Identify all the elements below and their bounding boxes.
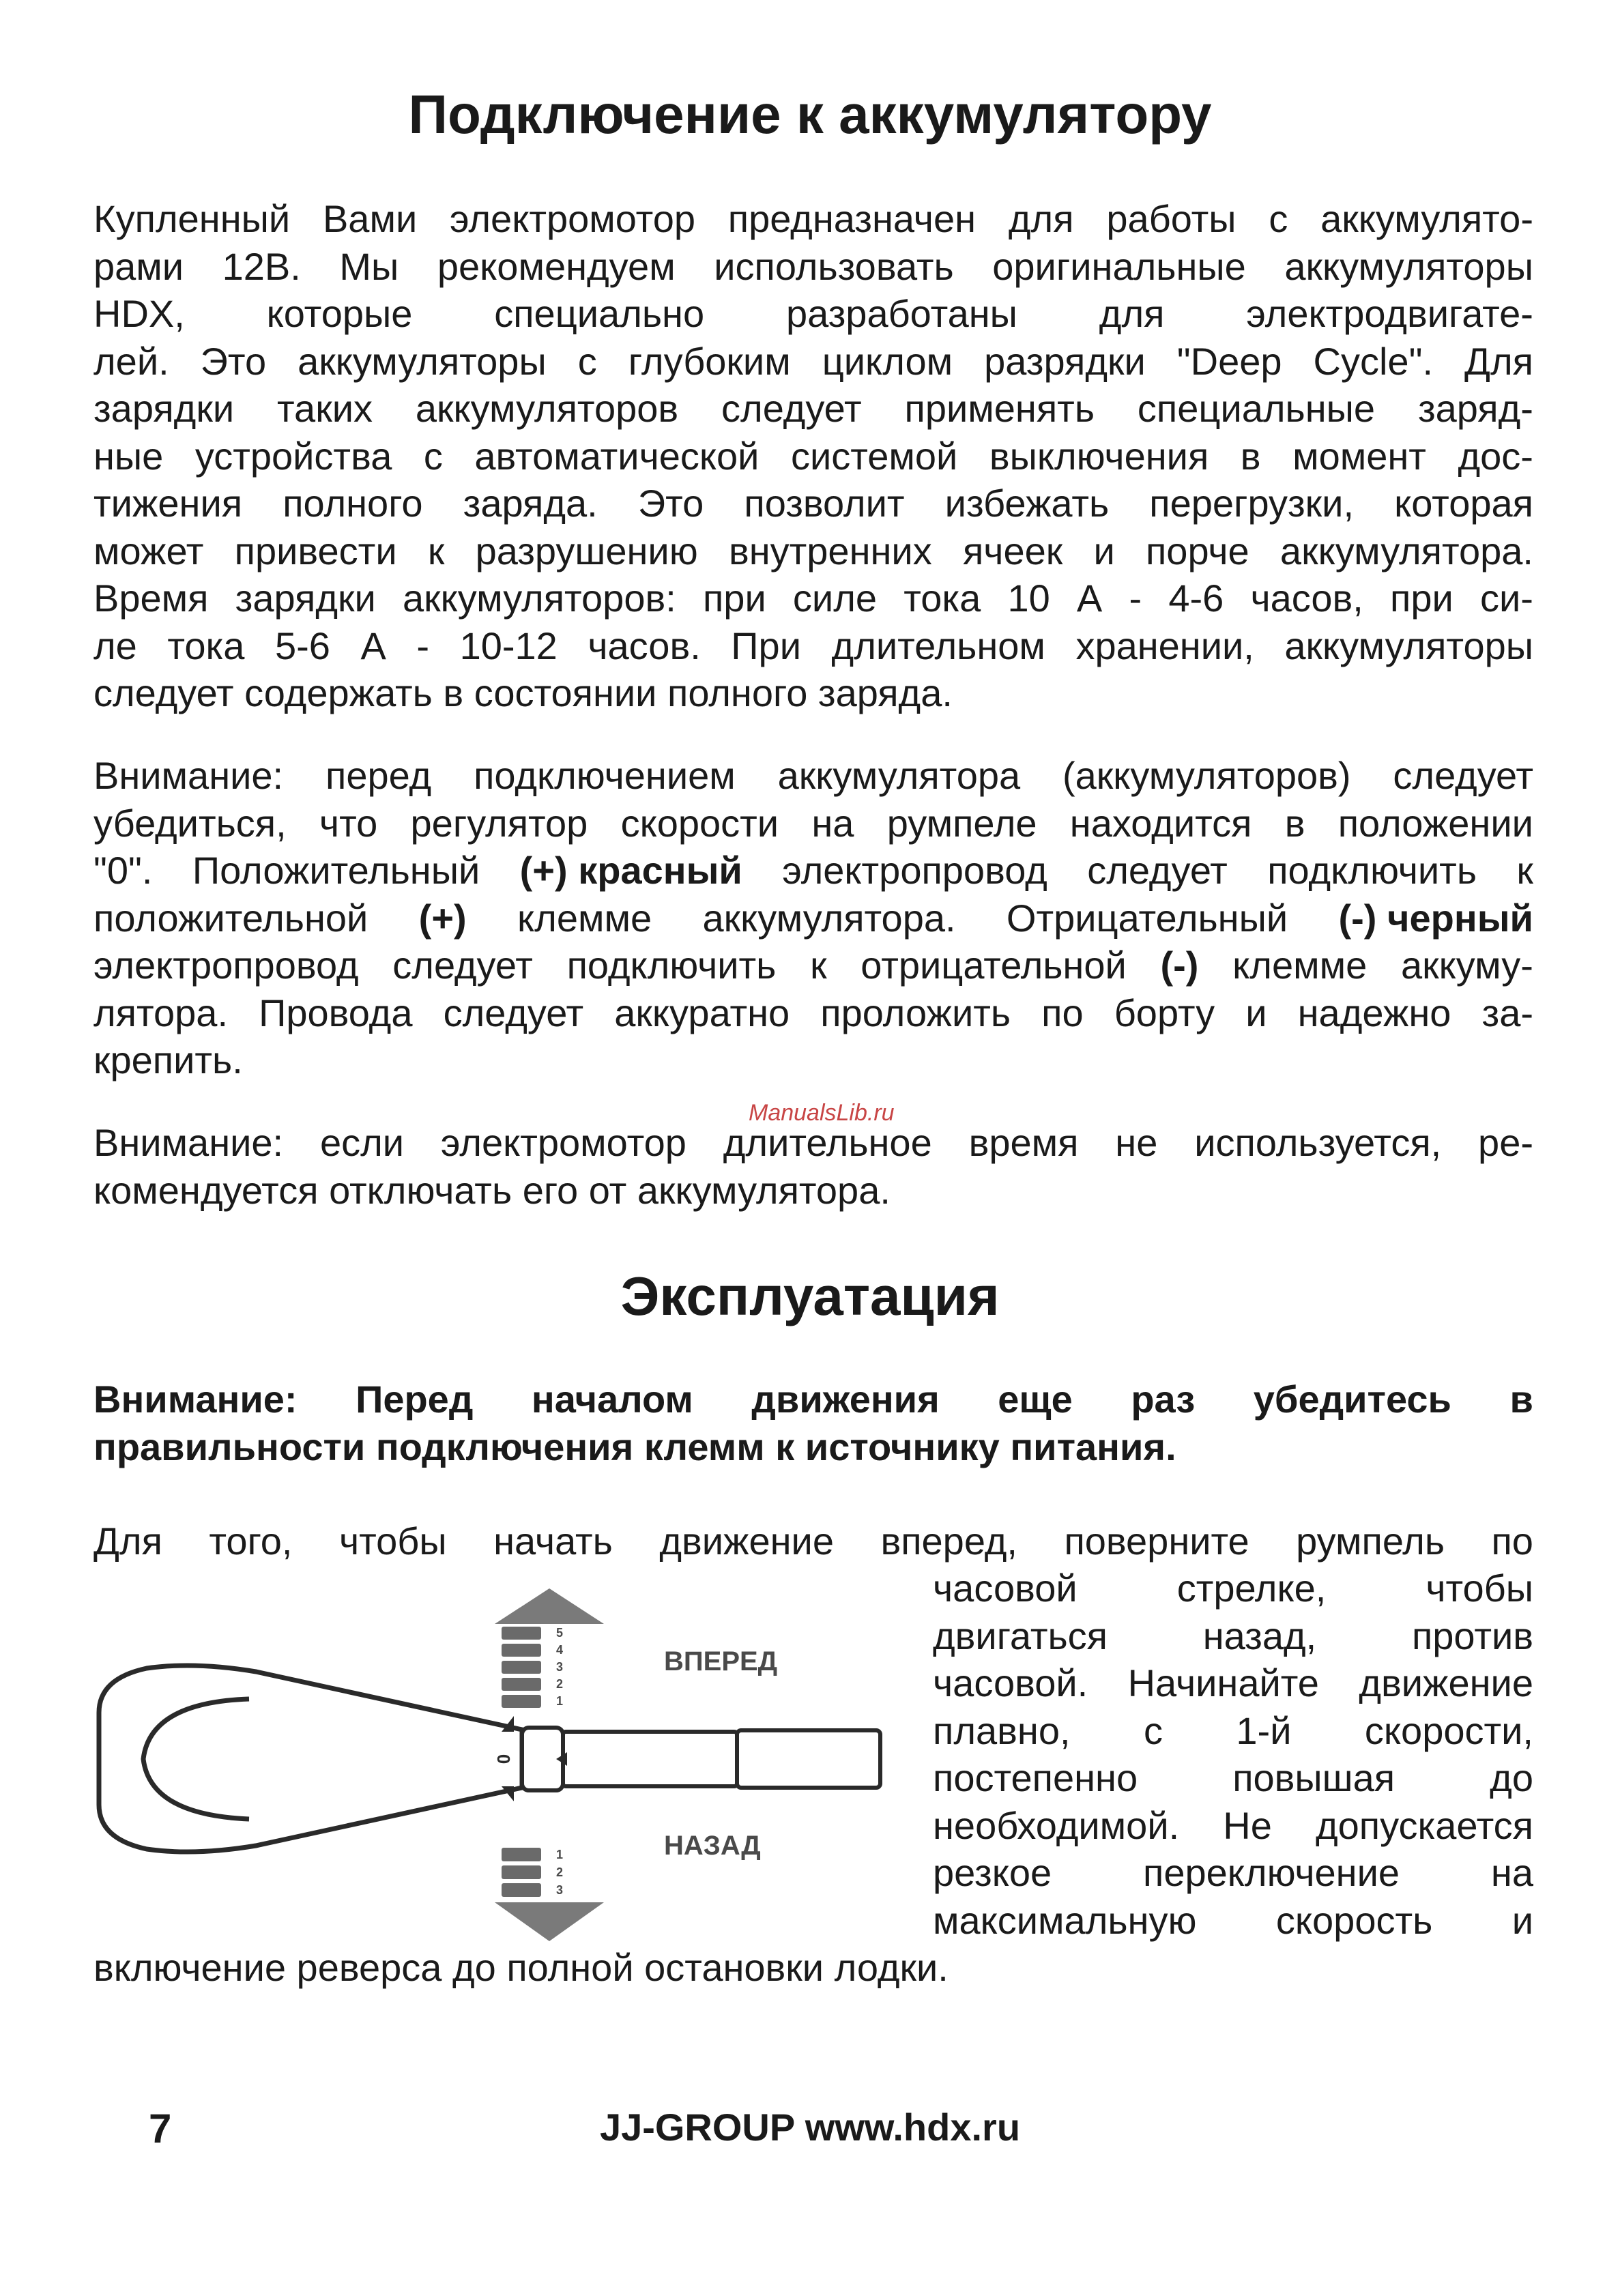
word: применять	[904, 387, 1095, 430]
speed-bar	[502, 1661, 541, 1674]
forward-label: ВПЕРЕД	[664, 1646, 778, 1676]
word: Внимание:	[93, 1378, 298, 1421]
word: следует	[392, 944, 533, 987]
word: внутренних	[728, 529, 932, 572]
word: движение	[1359, 1661, 1533, 1704]
speed-label: 3	[556, 1883, 564, 1897]
word: разрушению	[475, 529, 698, 572]
word: при	[1390, 577, 1453, 620]
word: Это	[200, 339, 267, 383]
word: электропровод	[782, 849, 1047, 892]
text-line	[933, 1754, 1533, 1802]
word: максимальную	[933, 1898, 1197, 1942]
reverse-label: НАЗАД	[664, 1831, 761, 1861]
word: в	[1509, 1378, 1533, 1421]
text-line	[93, 622, 1533, 670]
word: Купленный	[93, 197, 291, 240]
word: надежно	[1297, 991, 1451, 1034]
word: в	[1240, 434, 1261, 478]
speed-bar	[502, 1627, 541, 1640]
word: Внимание:	[93, 1121, 284, 1164]
word: зарядки	[93, 387, 235, 430]
word: чтобы	[338, 1520, 447, 1563]
word: к	[1516, 849, 1533, 892]
speed-bar	[502, 1848, 541, 1861]
text-line	[93, 290, 1533, 338]
word: и	[1511, 1898, 1533, 1942]
tiller-shaft	[737, 1730, 880, 1788]
text-line	[93, 480, 1533, 527]
word: необходимой.	[933, 1803, 1180, 1847]
speed-label: 4	[556, 1643, 564, 1657]
word: длительном	[831, 624, 1045, 667]
word: которая	[1394, 482, 1533, 525]
word: стрелке,	[1176, 1567, 1327, 1610]
word: А	[1076, 577, 1103, 620]
word: резкое	[933, 1851, 1052, 1894]
word: ле	[93, 624, 137, 667]
word: аккумулятора	[777, 754, 1021, 797]
operation-line: включение реверса до полной остановки лодки.	[93, 1946, 949, 1989]
speed-bar	[502, 1865, 541, 1879]
tiller-diagram	[85, 1576, 891, 1958]
word: подключить	[1267, 849, 1477, 892]
word: (-) черный	[1338, 896, 1533, 940]
word: началом	[531, 1378, 693, 1421]
forward-arrow-icon	[495, 1588, 604, 1624]
word: для	[1099, 292, 1165, 335]
text-line	[93, 989, 1533, 1037]
word: полного	[283, 482, 423, 525]
operation-line	[93, 1517, 1533, 1565]
word: следует	[721, 387, 862, 430]
word: таких	[277, 387, 373, 430]
throttle-collar	[563, 1732, 737, 1786]
word: А	[360, 624, 386, 667]
word: тижения	[93, 482, 243, 525]
forward-speed-bars	[502, 1626, 563, 1708]
word: переключение	[1143, 1851, 1400, 1894]
word: 12В.	[222, 244, 301, 288]
word: может	[93, 529, 204, 572]
word: перегрузки,	[1149, 482, 1354, 525]
word: HDX,	[93, 292, 185, 335]
word: момент	[1292, 434, 1426, 478]
word: длительное	[723, 1121, 932, 1164]
word: аккумуляторы	[298, 339, 547, 383]
word: дос-	[1458, 434, 1533, 478]
word: электродвигате-	[1246, 292, 1533, 335]
word: Провода	[259, 991, 413, 1034]
text-line	[933, 1897, 1533, 1945]
word: борту	[1114, 991, 1215, 1034]
text-line	[93, 752, 1533, 800]
word: часовой.	[933, 1661, 1088, 1704]
text-line	[93, 338, 1533, 386]
word: лятора.	[93, 991, 229, 1034]
word: для	[1008, 197, 1074, 240]
word: которые	[266, 292, 413, 335]
word: скорости,	[1364, 1709, 1533, 1752]
word: устройства	[194, 434, 392, 478]
word: крепить.	[93, 1038, 243, 1081]
word: (+) красный	[519, 849, 742, 892]
word: тока	[167, 624, 245, 667]
word: разработаны	[785, 292, 1017, 335]
word: находится	[1069, 801, 1252, 845]
word: "0".	[93, 849, 153, 892]
operation-wrapped-text	[933, 1565, 1533, 1944]
word: положительной	[93, 896, 368, 940]
word: специально	[494, 292, 705, 335]
word: Не	[1223, 1803, 1272, 1847]
speed-label: 2	[556, 1677, 564, 1691]
word: на	[1490, 1851, 1533, 1894]
word: следует	[1393, 754, 1533, 797]
word: порче	[1145, 529, 1249, 572]
word: того,	[209, 1520, 293, 1563]
word: При	[731, 624, 801, 667]
word: ре-	[1478, 1121, 1533, 1164]
text-line	[93, 527, 1533, 575]
word: 5-6	[274, 624, 330, 667]
word: Cycle".	[1313, 339, 1434, 383]
word: тока	[903, 577, 981, 620]
word: чтобы	[1426, 1567, 1533, 1610]
word: следует	[1087, 849, 1228, 892]
word: автоматической	[474, 434, 760, 478]
word: двигаться	[933, 1614, 1108, 1657]
speed-label: 5	[556, 1626, 564, 1640]
word: Начинайте	[1127, 1661, 1319, 1704]
word: положении	[1337, 801, 1533, 845]
word: выключения	[989, 434, 1209, 478]
word: на	[811, 801, 854, 845]
word: хранении,	[1075, 624, 1254, 667]
word: аккумулятора.	[702, 896, 956, 940]
word: назад,	[1202, 1614, 1317, 1657]
word: циклом	[822, 339, 953, 383]
word: (аккумуляторов)	[1062, 754, 1351, 797]
word: -	[416, 624, 430, 667]
battery-warning-paragraph	[93, 752, 1533, 1084]
word: движение	[659, 1520, 834, 1563]
word: вперед,	[880, 1520, 1017, 1563]
text-line	[93, 433, 1533, 480]
word: разрядки	[984, 339, 1146, 383]
text-line	[933, 1612, 1533, 1660]
word: румпеле	[886, 801, 1037, 845]
word: 10	[1007, 577, 1050, 620]
word: начать	[493, 1520, 613, 1563]
word: глубоким	[628, 339, 791, 383]
word: Для	[1464, 339, 1533, 383]
word: используется,	[1194, 1121, 1442, 1164]
word: к	[810, 944, 827, 987]
word: рами	[93, 244, 184, 288]
text-line	[93, 800, 1533, 847]
word: предназначен	[727, 197, 977, 240]
word: аккумулято-	[1320, 197, 1533, 240]
text-line	[93, 942, 1533, 989]
speed-label: 2	[556, 1865, 564, 1879]
footer-site: JJ-GROUP www.hdx.ru	[599, 2106, 1021, 2149]
word: Перед	[356, 1378, 474, 1421]
word: позволит	[744, 482, 905, 525]
word: рекомендуем	[437, 244, 676, 288]
word: "Deep	[1176, 339, 1282, 383]
word: против	[1411, 1614, 1533, 1657]
word: аккуму-	[1400, 944, 1533, 987]
word: допускается	[1315, 1803, 1533, 1847]
operation-warning	[93, 1376, 1533, 1470]
word: подключить	[566, 944, 777, 987]
word: румпель	[1296, 1520, 1445, 1563]
word: системой	[790, 434, 958, 478]
word: если	[319, 1121, 405, 1164]
text-line	[93, 575, 1533, 622]
word: избежать	[944, 482, 1110, 525]
word: электромотор	[440, 1121, 686, 1164]
word: (-)	[1160, 944, 1199, 987]
word: комендуется отключать его от аккумулятора.	[93, 1168, 891, 1212]
reverse-speed-bars	[502, 1848, 563, 1897]
word: Вами	[322, 197, 418, 240]
word: лей.	[93, 339, 169, 383]
word: что	[319, 801, 378, 845]
speed-bar	[502, 1883, 541, 1897]
word: оригинальные	[992, 244, 1246, 288]
word: еще	[998, 1378, 1073, 1421]
word: -	[1129, 577, 1142, 620]
word: поверните	[1064, 1520, 1249, 1563]
speed-bar	[502, 1644, 541, 1657]
word: ячеек	[962, 529, 1063, 572]
word: следует содержать в состоянии полного заряда.	[93, 671, 953, 714]
word: плавно,	[933, 1709, 1071, 1752]
operation-first-line	[93, 1517, 1533, 1565]
word: клемме	[517, 896, 652, 940]
word: силе	[792, 577, 878, 620]
word: Положительный	[192, 849, 480, 892]
word: с	[423, 434, 443, 478]
word: заряд-	[1417, 387, 1533, 430]
word: правильности подключения клемм к источнику питания.	[93, 1425, 1176, 1468]
text-line	[933, 1659, 1533, 1707]
word: к	[427, 529, 445, 572]
word: 1-й	[1236, 1709, 1292, 1752]
word: Время	[93, 577, 209, 620]
neutral-label: 0	[493, 1754, 514, 1764]
text-line	[93, 669, 1533, 717]
word: Для	[93, 1520, 162, 1563]
word: постепенно	[933, 1756, 1138, 1799]
word: и	[1093, 529, 1115, 572]
word: проложить	[820, 991, 1011, 1034]
word: специальные	[1137, 387, 1376, 430]
word: время	[968, 1121, 1079, 1164]
word: Внимание:	[93, 754, 284, 797]
word: с	[1143, 1709, 1163, 1752]
battery-paragraph	[93, 195, 1533, 717]
word: аккумуляторов:	[402, 577, 676, 620]
word: электромотор	[450, 197, 695, 240]
word: аккуратно	[614, 991, 790, 1034]
text-line	[93, 195, 1533, 243]
word: следует	[443, 991, 584, 1034]
text-line	[93, 1376, 1533, 1423]
text-line	[93, 1423, 1533, 1471]
word: часов.	[588, 624, 701, 667]
speed-label: 1	[556, 1694, 564, 1708]
word: по	[1041, 991, 1084, 1034]
word: и	[1245, 991, 1267, 1034]
text-line	[933, 1565, 1533, 1612]
word: повышая	[1232, 1756, 1395, 1799]
word: отрицательной	[860, 944, 1127, 987]
word: с	[577, 339, 597, 383]
word: си-	[1479, 577, 1533, 620]
text-line	[93, 1167, 1533, 1215]
tiller-handle	[99, 1666, 522, 1852]
word: аккумуляторов	[415, 387, 679, 430]
text-line	[93, 895, 1533, 942]
watermark: ManualsLib.ru	[749, 1100, 895, 1126]
word: зарядки	[235, 577, 376, 620]
speed-bar	[502, 1678, 541, 1691]
word: аккумулятора.	[1279, 529, 1533, 572]
word: за-	[1481, 991, 1533, 1034]
word: движения	[751, 1378, 940, 1421]
word: до	[1490, 1756, 1533, 1799]
speed-label: 1	[556, 1848, 564, 1861]
word: аккумуляторы	[1284, 244, 1533, 288]
speed-bar	[502, 1695, 541, 1708]
word: Отрицательный	[1006, 896, 1288, 940]
word: скорость	[1275, 1898, 1433, 1942]
word: привести	[234, 529, 397, 572]
word: перед	[326, 754, 432, 797]
section-title-battery: Подключение к аккумулятору	[408, 84, 1212, 145]
word: 4-6	[1168, 577, 1224, 620]
word: при	[702, 577, 766, 620]
word: часов,	[1250, 577, 1363, 620]
word: не	[1115, 1121, 1158, 1164]
text-line	[93, 1036, 1533, 1084]
word: с	[1269, 197, 1288, 240]
word: ные	[93, 434, 164, 478]
text-line	[93, 385, 1533, 433]
word: (+)	[418, 896, 467, 940]
word: 10-12	[459, 624, 558, 667]
word: заряда.	[463, 482, 598, 525]
text-line	[933, 1707, 1533, 1755]
word: раз	[1131, 1378, 1196, 1421]
section-title-operation: Эксплуатация	[620, 1266, 1000, 1326]
word: подключением	[474, 754, 736, 797]
word: убедиться,	[93, 801, 287, 845]
word: часовой	[933, 1567, 1077, 1610]
word: в	[1284, 801, 1305, 845]
word: по	[1491, 1520, 1533, 1563]
word: скорости	[620, 801, 779, 845]
word: аккумуляторы	[1284, 624, 1533, 667]
word: регулятор	[410, 801, 588, 845]
reverse-arrow-icon	[495, 1902, 604, 1941]
word: убедитесь	[1253, 1378, 1451, 1421]
text-line	[93, 243, 1533, 291]
page-number: 7	[149, 2106, 172, 2151]
word: Это	[637, 482, 704, 525]
text-line	[93, 847, 1533, 895]
word: электропровод	[93, 944, 359, 987]
speed-label: 3	[556, 1660, 564, 1674]
word: работы	[1106, 197, 1236, 240]
word: клемме	[1232, 944, 1368, 987]
battery-idle-paragraph	[93, 1119, 1533, 1214]
word: использовать	[714, 244, 954, 288]
text-line	[933, 1802, 1533, 1850]
text-line	[933, 1849, 1533, 1897]
word: Мы	[339, 244, 399, 288]
